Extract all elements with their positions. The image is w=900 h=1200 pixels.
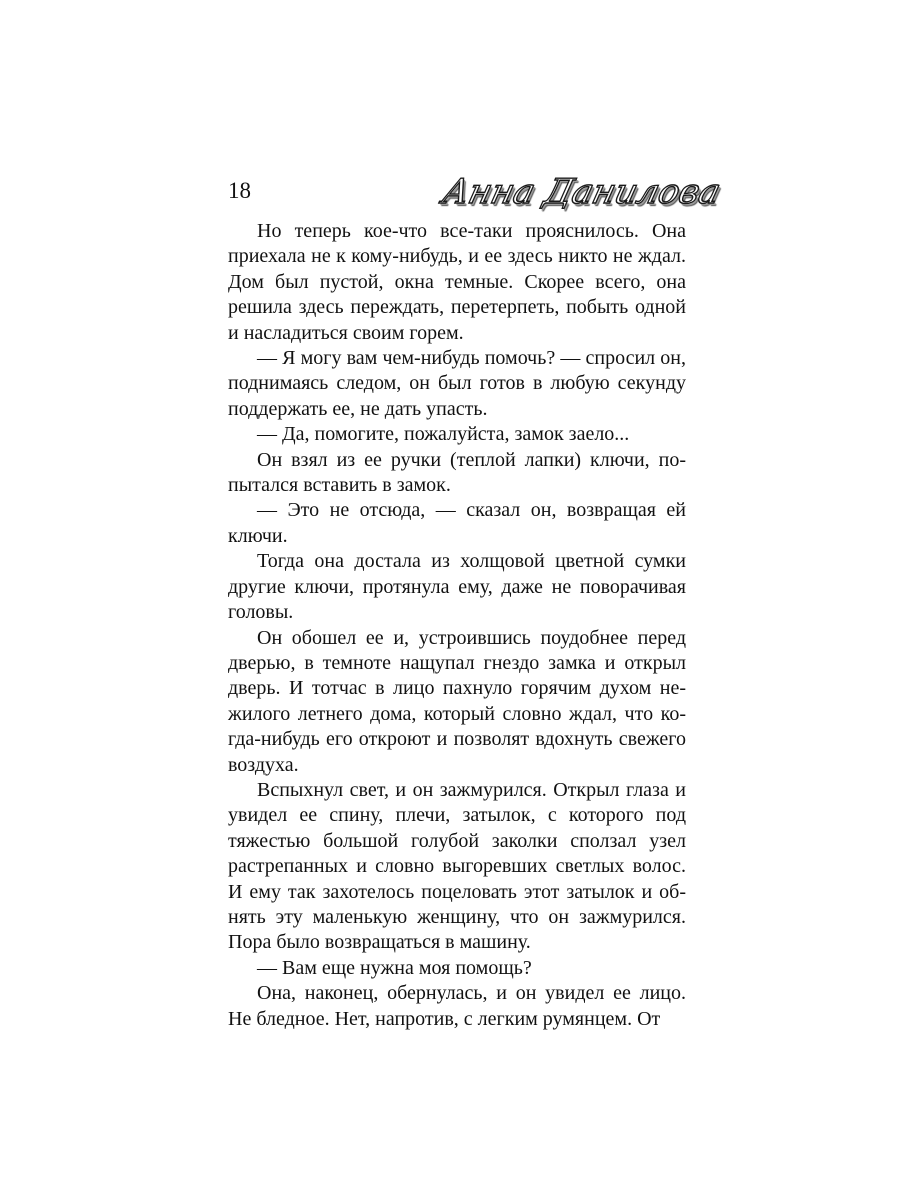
body-text (228, 219, 686, 1032)
paragraph-7: Он обошел ее и, устроившись поудобнее перед дверью, в темноте нащупал гнездо замка и открыл дверь. И тотчас в лицо пахнуло горячим духом нежилого летнего дома, который словно ждал, что когда-нибудь его откроют и позволят вдохнуть свежего воздуха. (228, 626, 686, 776)
paragraph-2: — Я могу вам чем-нибудь помочь? — спросил он, поднимаясь следом, он был готов в любую секунду поддержать ее, не дать упасть. (228, 347, 686, 420)
paragraph-10: Она, наконец, обернулась, и он увидел ее лицо. Не бледное. Нет, напротив, с легким румянцем. От (228, 982, 686, 1030)
page-number: 18 (228, 178, 251, 203)
paragraph-3: — Да, помогите, пожалуйста, замок заело... (257, 423, 630, 446)
author-logo: Анна Данилова (438, 172, 725, 212)
paragraph-9: — Вам еще нужна моя помощь? (257, 956, 532, 979)
paragraph-5: — Это не отсюда, — сказал он, возвращая ей ключи. (228, 499, 686, 547)
paragraph-6: Тогда она достала из холщовой цветной сумки другие ключи, протянула ему, даже не поворачивая головы. (228, 550, 686, 624)
paragraph-8: Вспыхнул свет, и он зажмурился. Открыл глаза и увидел ее спину, плечи, затылок, с которого под тяжестью большой голубой заколки сползал узел растрепанных и словно выгоревших светлых волос. И ему так захотелось поцеловать этот затылок и обнять эту маленькую женщину, что он зажмурился. Пора было возвращаться в машину. (228, 778, 686, 954)
paragraph-4: Он взял из ее ручки (теплой лапки) ключи, попытался вставить в замок. (228, 448, 686, 497)
paragraph-1: Но теперь кое-что все-таки прояснилось. Она приехала не к кому-нибудь, и ее здесь никто не ждал. Дом был пустой, окна темные. Скорее всего, она решила здесь переждать, перетерпеть, побыть одной и насладиться своим горем. (228, 220, 686, 344)
